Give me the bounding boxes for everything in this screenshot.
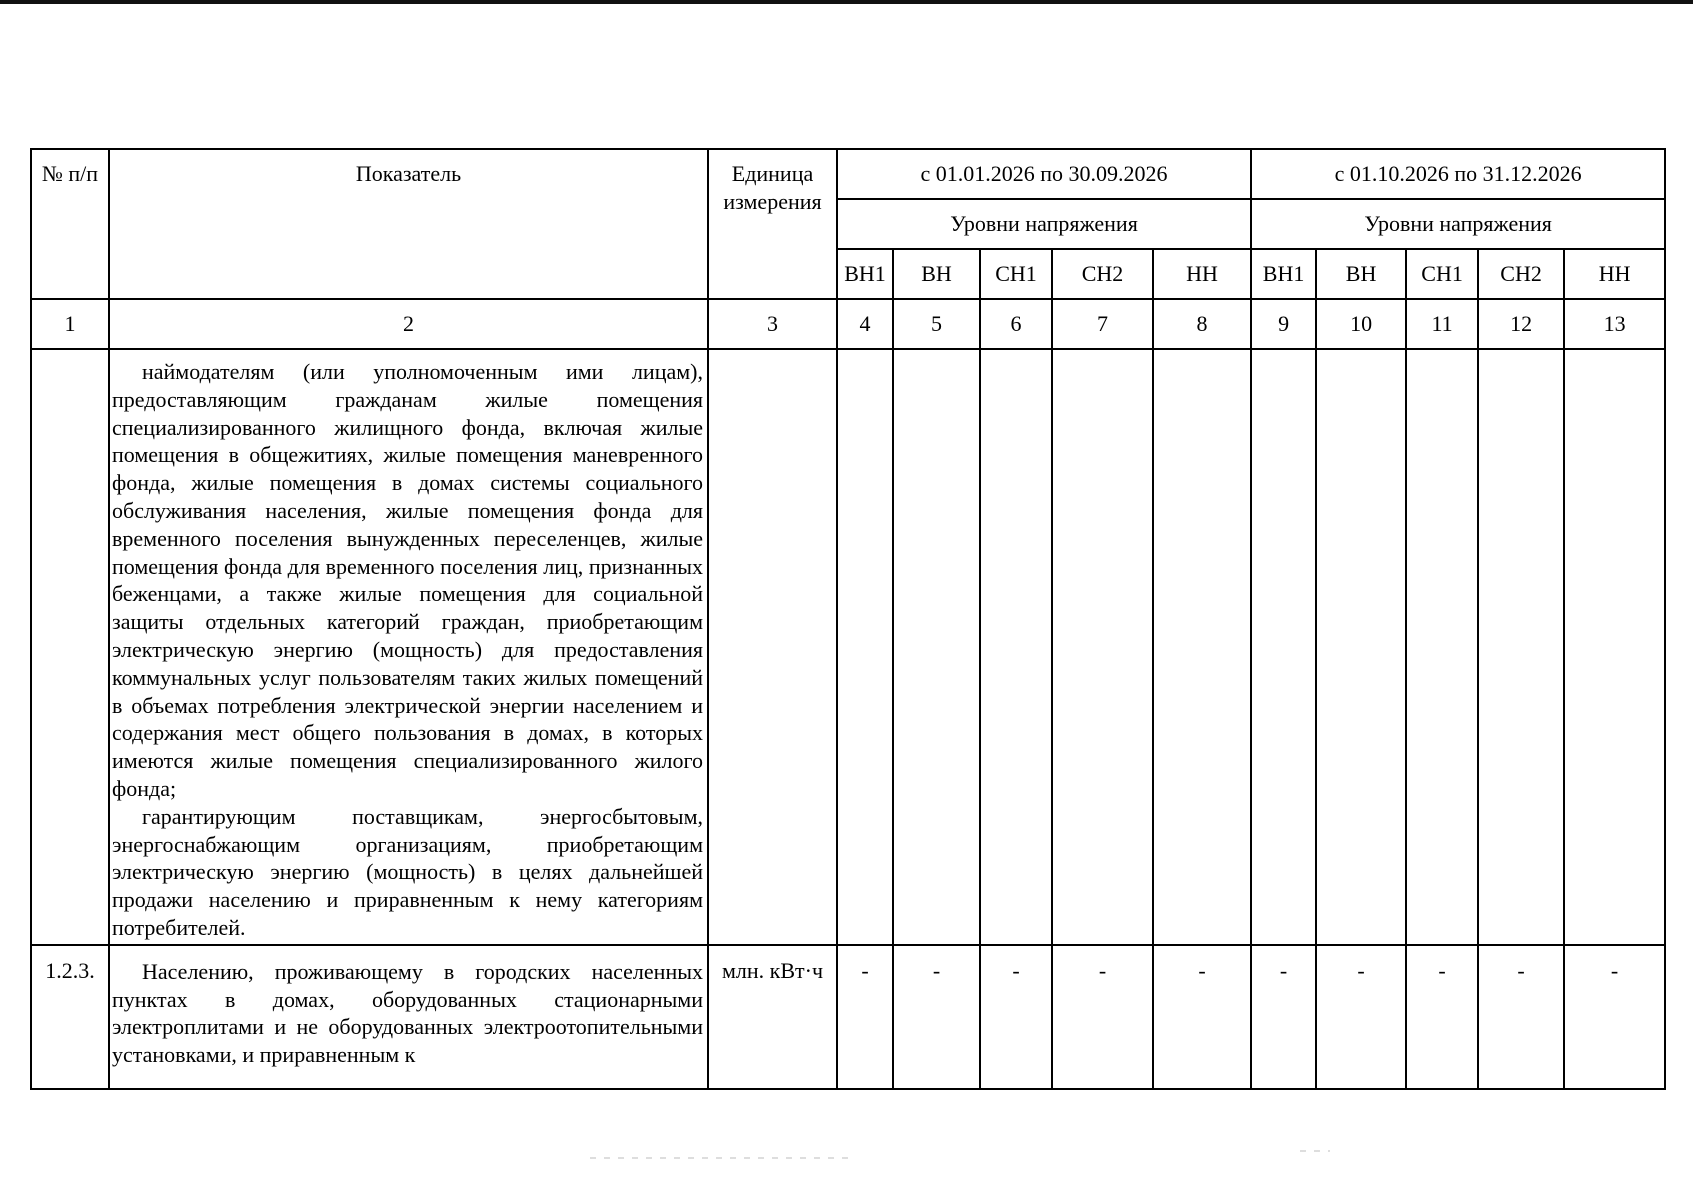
header-row-1 [31, 149, 1665, 199]
row-number [31, 349, 109, 945]
column-number: 11 [1406, 299, 1478, 349]
column-number: 8 [1153, 299, 1251, 349]
tariff-table [30, 148, 1666, 1090]
header-unit: Единица измерения [708, 149, 837, 299]
level-sn1: СН1 [1406, 249, 1478, 299]
value-cell [1478, 349, 1564, 945]
value-cell: - [1052, 945, 1153, 1089]
header-voltage-levels-1: Уровни напряжения [837, 199, 1251, 249]
value-cell: - [1153, 945, 1251, 1089]
level-vn: ВН [1316, 249, 1406, 299]
column-number: 10 [1316, 299, 1406, 349]
value-cell: - [1478, 945, 1564, 1089]
value-cell [1052, 349, 1153, 945]
value-cell [1153, 349, 1251, 945]
header-period-2: с 01.10.2026 по 31.12.2026 [1251, 149, 1665, 199]
value-cell [1316, 349, 1406, 945]
header-voltage-levels-2: Уровни напряжения [1251, 199, 1665, 249]
column-number: 7 [1052, 299, 1153, 349]
scan-top-edge [0, 0, 1693, 4]
value-cell: - [980, 945, 1052, 1089]
value-cell: - [1406, 945, 1478, 1089]
column-number: 6 [980, 299, 1052, 349]
level-nn: НН [1564, 249, 1665, 299]
indicator-cell [109, 945, 708, 1089]
column-number: 1 [31, 299, 109, 349]
level-nn: НН [1153, 249, 1251, 299]
indicator-paragraph: Населению, проживающему в городских населенных пунктах в домах, оборудованных стационарными электроплитами и не оборудованных электроотопительными установками, и приравненным к [112, 958, 703, 1068]
level-vn: ВН [893, 249, 980, 299]
column-number: 13 [1564, 299, 1665, 349]
value-cell: - [1316, 945, 1406, 1089]
value-cell [980, 349, 1052, 945]
value-cell: - [837, 945, 893, 1089]
indicator-paragraph: гарантирующим поставщикам, энергосбытовым, энергоснабжающим организациям, приобретающим электрическую энергию (мощность) в целях дальнейшей продажи населению и приравненным к нему категориям потребителей. [112, 803, 703, 940]
indicator-paragraph: наймодателям (или уполномоченным ими лицам), предоставляющим гражданам жилые помещения специализированного жилищного фонда, включая жилые помещения в общежитиях, жилые помещения маневренного фонда, жилые помещения в домах системы социального обслуживания населения, жилые помещения фонда для временного поселения вынужденных переселенцев, жилые помещения фонда для временного поселения лиц, признанных беженцами, а также жилые помещения для социальной защиты отдельных категорий граждан, приобретающим электрическую энергию (мощность) для предоставления коммунальных услуг пользователям таких жилых помещений в объемах потребления электрической энергии населением и содержания мест общего пользования в домах, в которых имеются жилые помещения специализированного жилого фонда; [112, 359, 703, 801]
value-cell [1251, 349, 1316, 945]
table-row [31, 349, 1665, 945]
scan-artifact [1300, 1150, 1330, 1152]
column-number: 9 [1251, 299, 1316, 349]
level-sn2: СН2 [1052, 249, 1153, 299]
column-number: 12 [1478, 299, 1564, 349]
level-vn1: ВН1 [837, 249, 893, 299]
indicator-cell [109, 349, 708, 945]
header-num: № п/п [31, 149, 109, 299]
value-cell [1564, 349, 1665, 945]
value-cell: - [1564, 945, 1665, 1089]
header-indicator: Показатель [109, 149, 708, 299]
column-number: 3 [708, 299, 837, 349]
header-period-1: с 01.01.2026 по 30.09.2026 [837, 149, 1251, 199]
level-sn2: СН2 [1478, 249, 1564, 299]
column-number: 5 [893, 299, 980, 349]
value-cell: - [1251, 945, 1316, 1089]
value-cell: - [893, 945, 980, 1089]
column-number: 4 [837, 299, 893, 349]
scan-artifact [590, 1157, 850, 1159]
value-cell [837, 349, 893, 945]
table-row [31, 945, 1665, 1089]
row-number: 1.2.3. [31, 945, 109, 1089]
value-cell [893, 349, 980, 945]
level-sn1: СН1 [980, 249, 1052, 299]
value-cell [1406, 349, 1478, 945]
level-vn1: ВН1 [1251, 249, 1316, 299]
unit-cell: млн. кВт·ч [708, 945, 837, 1089]
unit-cell [708, 349, 837, 945]
column-numbers-row [31, 299, 1665, 349]
column-number: 2 [109, 299, 708, 349]
